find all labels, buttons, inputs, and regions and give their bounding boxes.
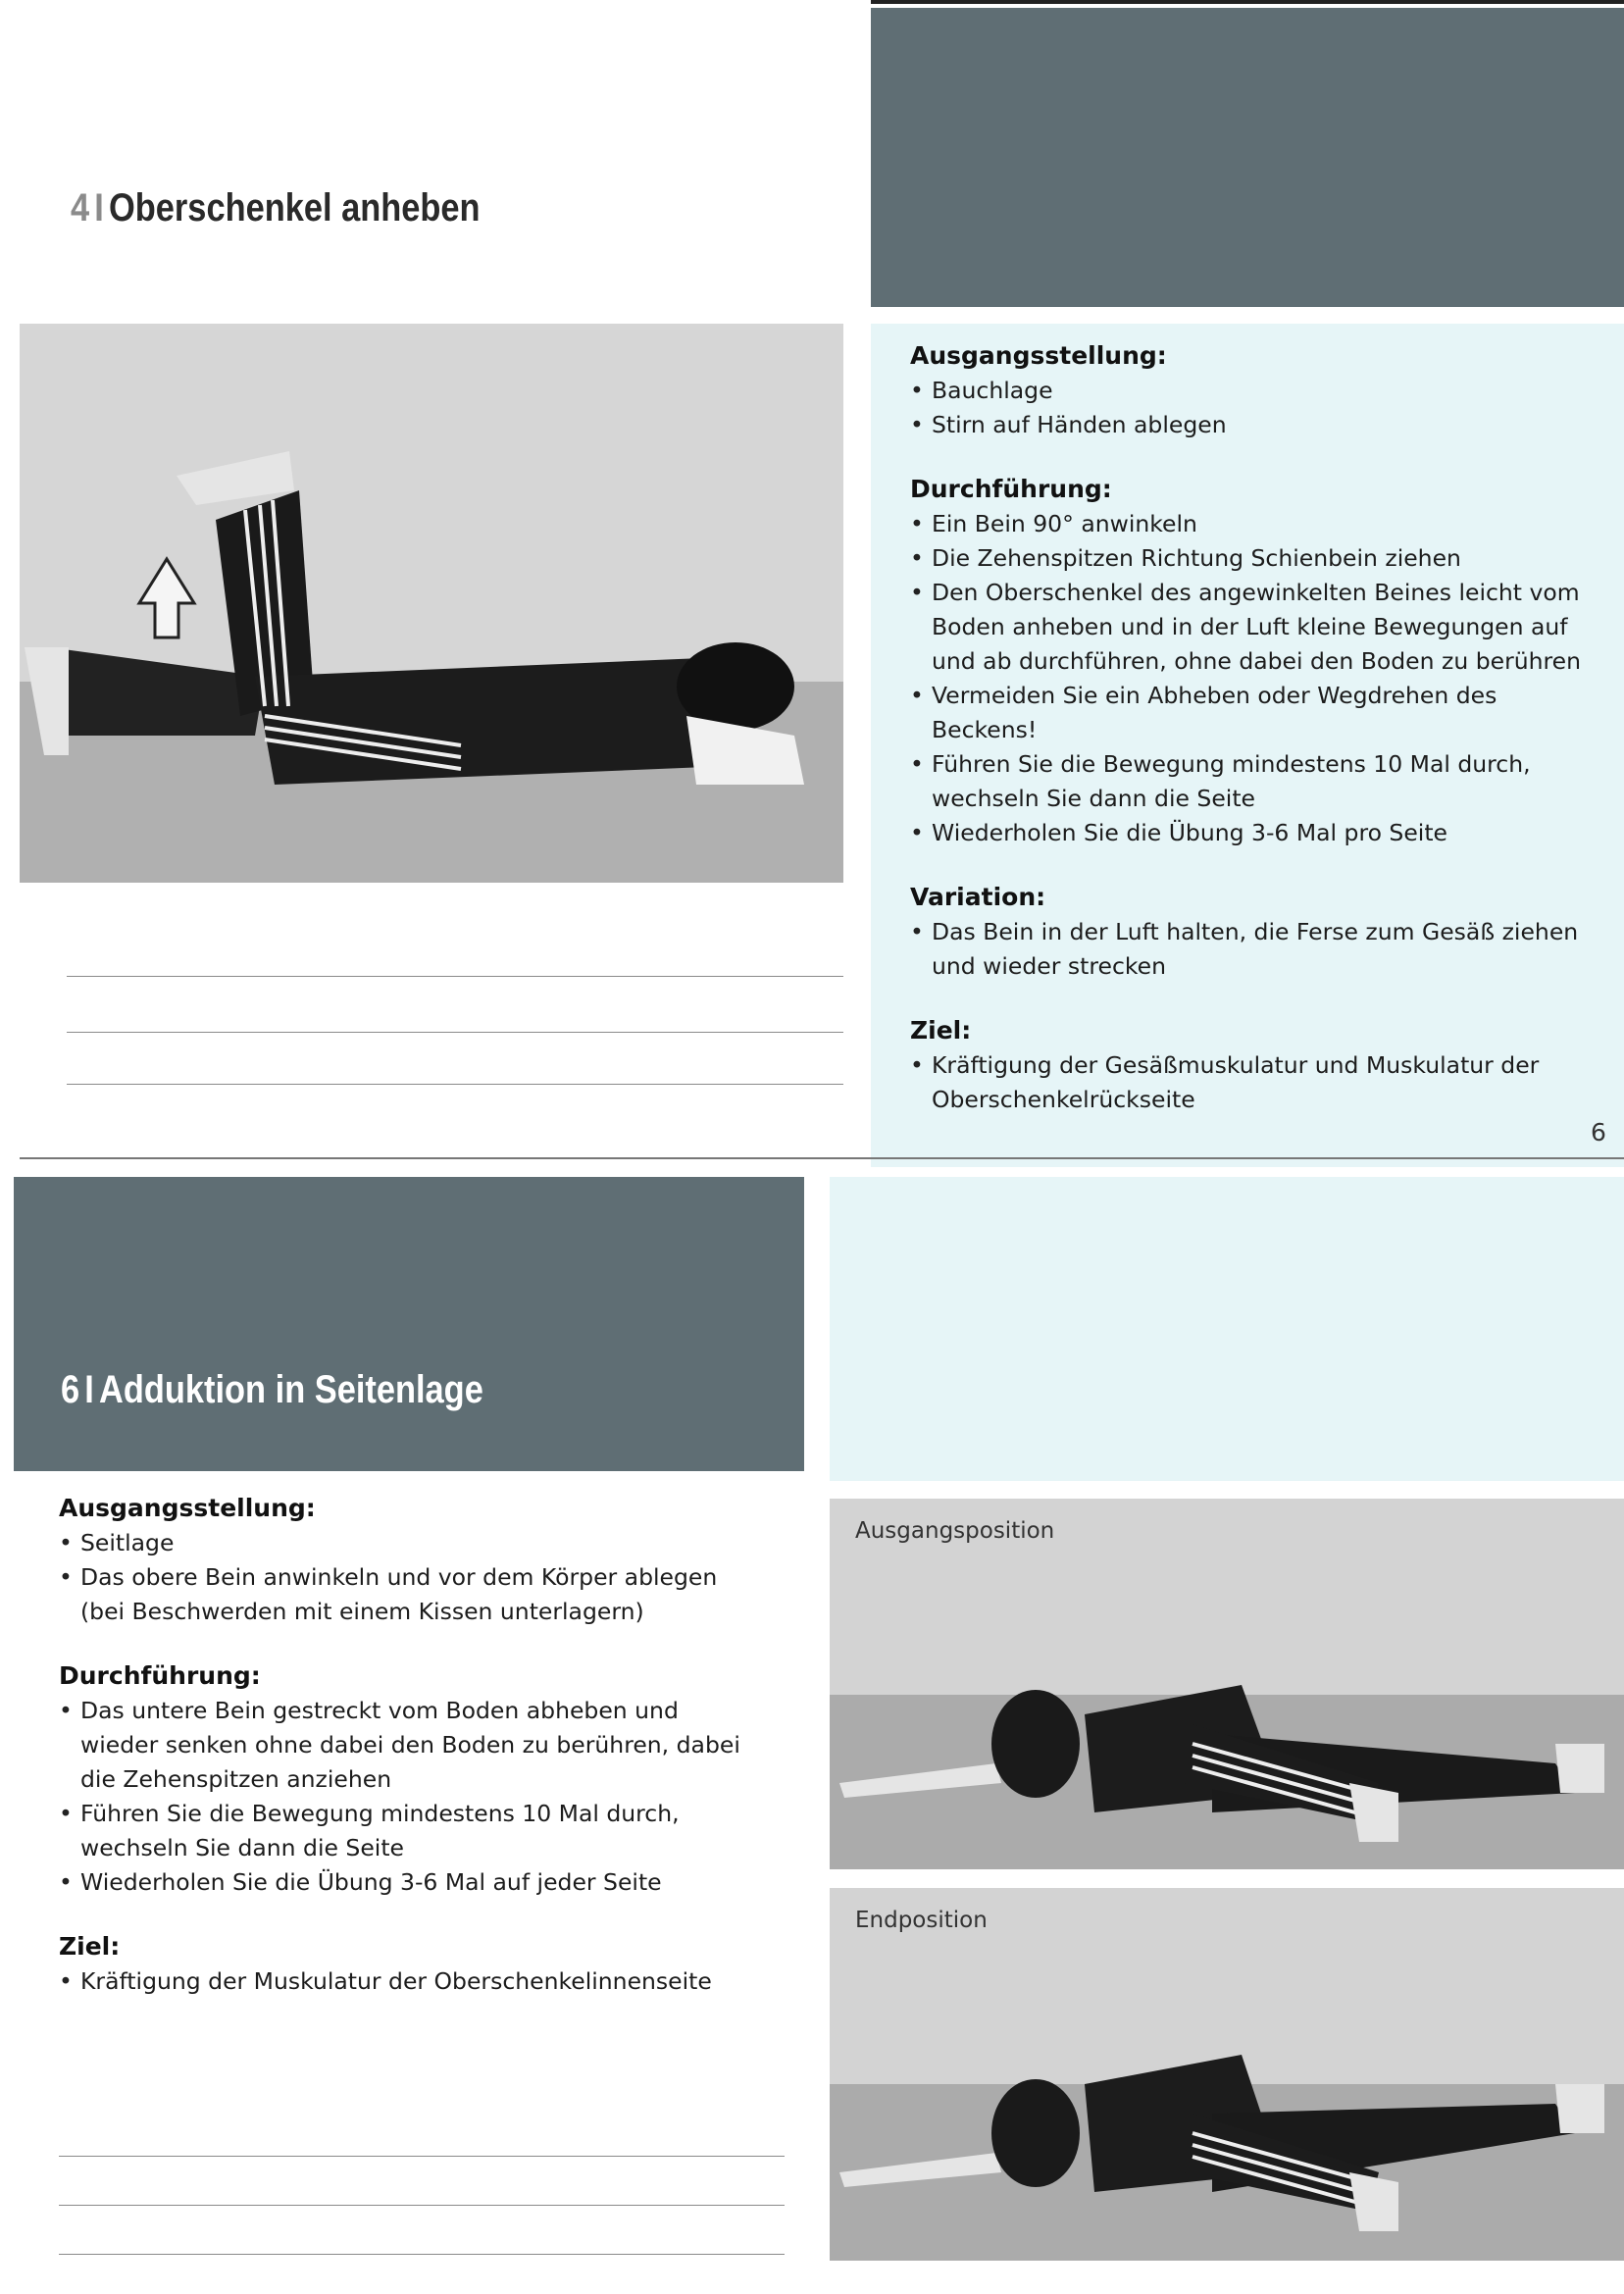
- section-heading: Ziel:: [910, 1016, 972, 1045]
- header-color-block: [14, 1177, 804, 1471]
- section-heading: Variation:: [910, 883, 1046, 911]
- list-item: • Das obere Bein anwinkeln und vor dem Körper ablegen (bei Beschwerden mit einem Kissen unterlagern): [59, 1560, 745, 1629]
- photo-label: Endposition: [855, 1908, 988, 1933]
- note-line: [67, 1032, 843, 1033]
- page-number: 6: [1591, 1118, 1606, 1147]
- exercise-4-photo: [20, 324, 843, 883]
- list-item: • Den Oberschenkel des angewinkelten Beines leicht vom Boden anheben und in der Luft kleine Bewegungen auf und ab durchführen, ohne dabei den Boden zu berühren: [910, 576, 1606, 679]
- exercise-6-title: [61, 1368, 483, 1412]
- header-color-block: [871, 8, 1624, 307]
- instruction-list: [59, 1526, 745, 1629]
- list-item: • Das Bein in der Luft halten, die Ferse zum Gesäß ziehen und wieder strecken: [910, 915, 1606, 984]
- prone-leg-lift-illustration: [20, 324, 843, 883]
- note-line: [59, 2254, 785, 2255]
- list-item: • Seitlage: [59, 1526, 745, 1560]
- note-line: [67, 1084, 843, 1085]
- list-item: • Stirn auf Händen ablegen: [910, 408, 1606, 442]
- section-heading: Durchführung:: [910, 475, 1112, 503]
- instruction-list: [59, 1694, 745, 1900]
- list-item: • Bauchlage: [910, 374, 1606, 408]
- title-separator: I: [94, 186, 104, 229]
- list-item: • Wiederholen Sie die Übung 3-6 Mal auf jeder Seite: [59, 1865, 745, 1900]
- instruction-list: [910, 374, 1606, 442]
- list-item: • Führen Sie die Bewegung mindestens 10 Mal durch, wechseln Sie dann die Seite: [59, 1797, 745, 1865]
- list-item: • Kräftigung der Gesäßmuskulatur und Muskulatur der Oberschenkelrückseite: [910, 1048, 1606, 1117]
- side-lying-end-illustration: [830, 1888, 1624, 2261]
- light-panel: [830, 1177, 1624, 1481]
- list-item: • Ein Bein 90° anwinkeln: [910, 507, 1606, 541]
- exercise-number: 6: [61, 1368, 80, 1411]
- exercise-title-text: Oberschenkel anheben: [109, 186, 481, 229]
- start-position-photo: [830, 1499, 1624, 1869]
- list-item: • Vermeiden Sie ein Abheben oder Wegdrehen des Beckens!: [910, 679, 1606, 747]
- section-heading: Ausgangsstellung:: [910, 341, 1167, 370]
- exercise-number: 4: [71, 186, 90, 229]
- section-heading: Ausgangsstellung:: [59, 1494, 316, 1522]
- photo-label: Ausgangsposition: [855, 1518, 1055, 1544]
- title-separator: I: [84, 1368, 94, 1411]
- instruction-list: [910, 1048, 1606, 1117]
- section-divider: [20, 1157, 1624, 1159]
- note-line: [67, 976, 843, 977]
- exercise-4-instructions: [910, 338, 1606, 1147]
- side-lying-start-illustration: [830, 1499, 1624, 1869]
- list-item: • Führen Sie die Bewegung mindestens 10 Mal durch, wechseln Sie dann die Seite: [910, 747, 1606, 816]
- list-item: • Kräftigung der Muskulatur der Oberschenkelinnenseite: [59, 1964, 745, 1999]
- section-heading: Durchführung:: [59, 1661, 261, 1690]
- list-item: • Wiederholen Sie die Übung 3-6 Mal pro Seite: [910, 816, 1606, 850]
- instruction-list: [910, 915, 1606, 984]
- note-line: [59, 2156, 785, 2157]
- exercise-title-text: Adduktion in Seitenlage: [99, 1368, 483, 1411]
- list-item: • Die Zehenspitzen Richtung Schienbein ziehen: [910, 541, 1606, 576]
- instruction-list: [910, 507, 1606, 850]
- exercise-4-title: [71, 186, 481, 230]
- section-heading: Ziel:: [59, 1932, 121, 1961]
- list-item: • Das untere Bein gestreckt vom Boden abheben und wieder senken ohne dabei den Boden zu berühren, dabei die Zehenspitzen anziehen: [59, 1694, 745, 1797]
- note-line: [59, 2205, 785, 2206]
- end-position-photo: [830, 1888, 1624, 2261]
- top-rule: [871, 0, 1624, 4]
- instruction-list: [59, 1964, 745, 1999]
- exercise-6-instructions: [59, 1491, 745, 2028]
